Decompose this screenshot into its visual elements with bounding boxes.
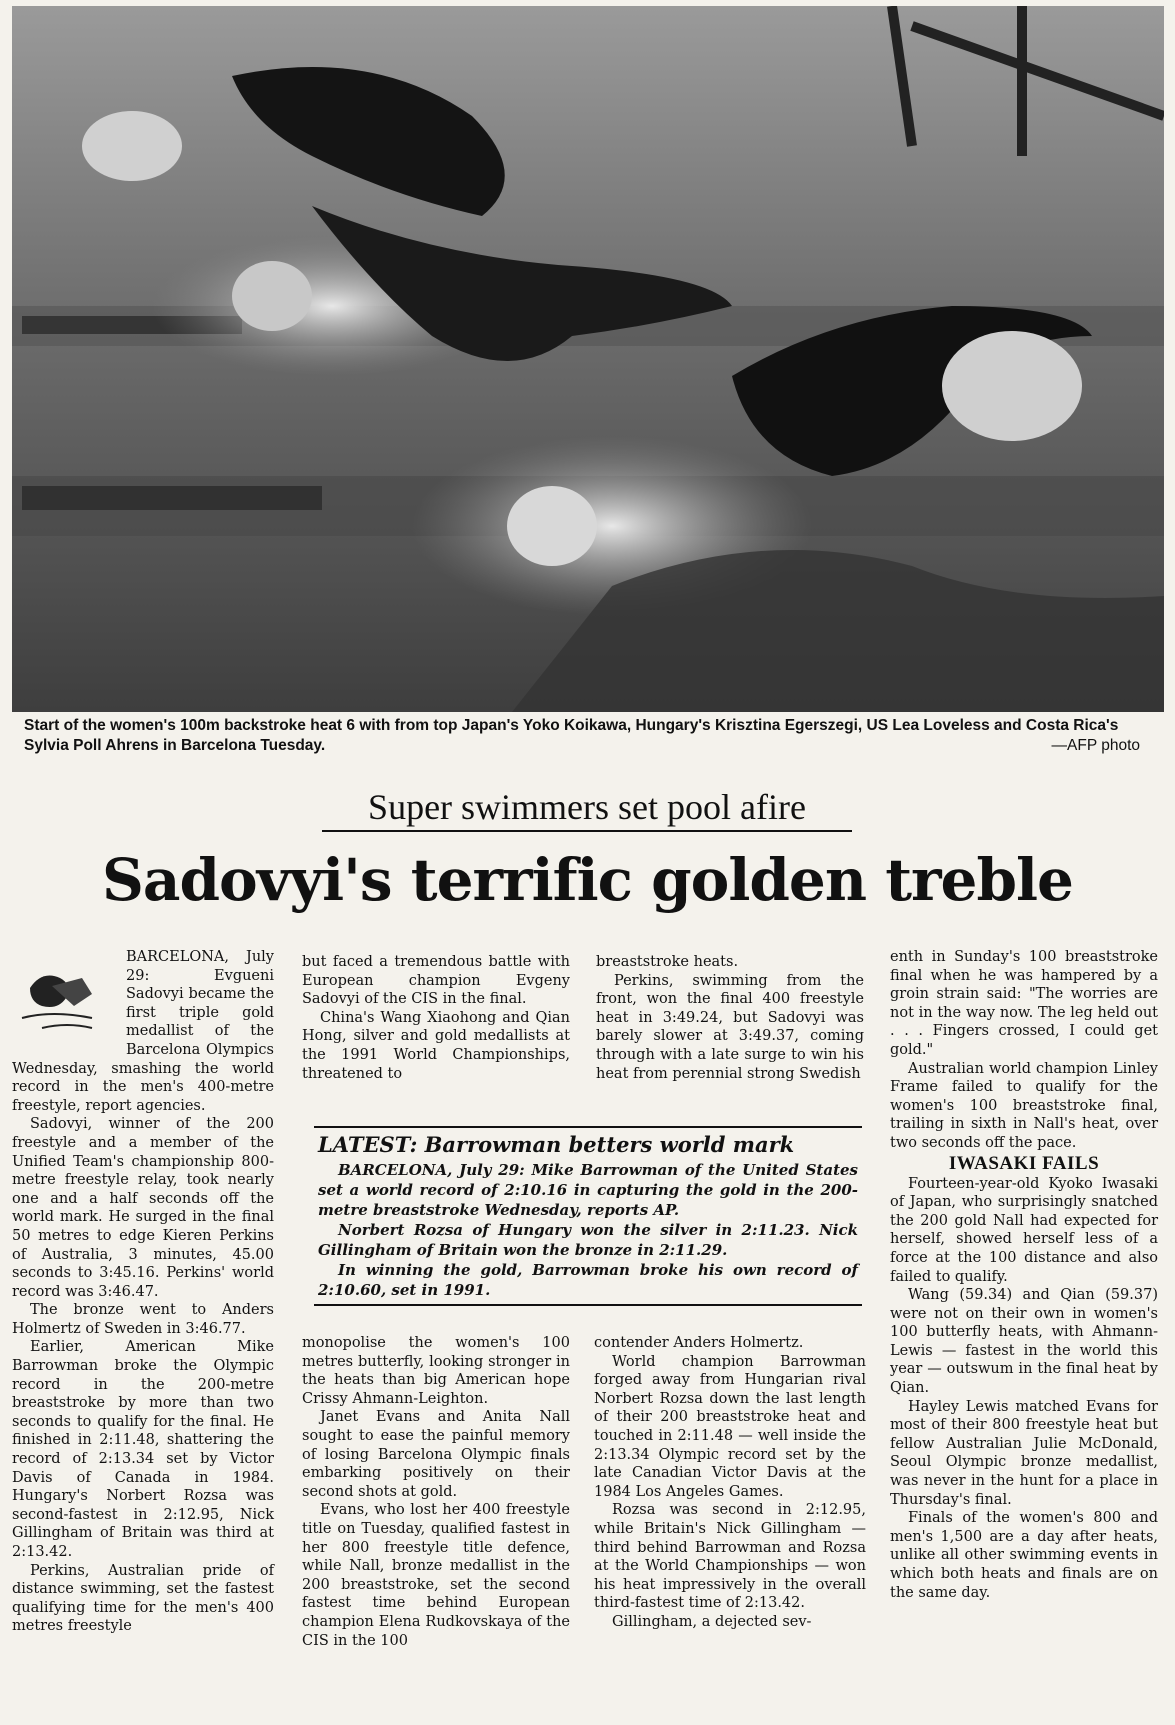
- paragraph: Evans, who lost her 400 freestyle title on Tuesday, qualified fastest in her 800 freestyle title defence, while Nall, bronze medallist in the 200 breaststroke, set the second fastest time behind European champion Elena Rudkovskaya of the CIS in the 100: [302, 1502, 570, 1649]
- paragraph: BARCELONA, July 29: Evgueni Sadovyi became the first triple gold medallist of the Barcelona Olympics Wednesday, smashing the world record in the men's 400-metre freestyle, report agencies.: [12, 949, 274, 1114]
- box-paragraph: In winning the gold, Barrowman broke his own record of 2:10.60, set in 1991.: [318, 1261, 858, 1299]
- paragraph: Rozsa was second in 2:12.95, while Britain's Nick Gillingham — third behind Barrowman and Rozsa at the World Championships — won his heat impressively in the overall third-fastest time of 2:13.42.: [594, 1502, 866, 1612]
- article-column-1: [12, 948, 274, 1636]
- kicker-headline: Super swimmers set pool afire: [322, 786, 852, 832]
- paragraph: contender Anders Holmertz.: [594, 1335, 804, 1351]
- article-column-4: [890, 948, 1158, 1602]
- paragraph: Fourteen-year-old Kyoko Iwasaki of Japan, who surprisingly snatched the 200 gold Nall had expected for herself, showed herself less of a force at the 100 distance and also failed to qualify.: [890, 1175, 1158, 1285]
- paragraph: monopolise the women's 100 metres butterfly, looking stronger in the heats than big American hope Crissy Ahmann-Leighton.: [302, 1335, 570, 1407]
- paragraph: The bronze went to Anders Holmertz of Sweden in 3:46.77.: [12, 1302, 274, 1337]
- paragraph: Janet Evans and Anita Nall sought to ease the painful memory of losing Barcelona Olympic finals embarking positively on their second shots at gold.: [302, 1409, 570, 1500]
- paragraph: but faced a tremendous battle with European champion Evgeny Sadovyi of the CIS in the final.: [302, 954, 570, 1008]
- paragraph: Sadovyi, winner of the 200 freestyle and a member of the Unified Team's championship 800-metre freestyle relay, took nearly one and a half seconds off the world mark. He surged in the final 50 metres to edge Kieren Perkins of Australia, 3 minutes, 45.00 seconds to 3:45.16. Perkins' world record was 3:46.47.: [12, 1116, 274, 1300]
- paragraph: Gillingham, a dejected sev-: [612, 1613, 812, 1630]
- box-paragraph: BARCELONA, July 29: Mike Barrowman of the United States set a world record of 2:10.16 in capturing the gold in the 200-metre breaststroke Wednesday, reports AP.: [318, 1161, 858, 1219]
- box-paragraph: Norbert Rozsa of Hungary won the silver in 2:11.23. Nick Gillingham of Britain won the bronze in 2:11.29.: [318, 1221, 858, 1259]
- paragraph: enth in Sunday's 100 breaststroke final when he was hampered by a groin strain said: "The worries are not in the way now. The leg held out . . . Fingers crossed, I could get gold.": [890, 949, 1158, 1058]
- main-headline: Sadovyi's terrific golden treble: [102, 846, 1073, 914]
- swimmer-logo-icon: [12, 948, 122, 1040]
- paragraph: Earlier, American Mike Barrowman broke the Olympic record in the 200-metre breaststroke by more than two seconds to qualify for the final. He finished in 2:11.48, shattering the record of 2:13.34 set by Victor Davis of Canada in 1984. Hungary's Norbert Rozsa was second-fastest in 2:12.95, Nick Gillingham of Britain was third at 2:13.42.: [12, 1339, 274, 1560]
- article-column-3-lower: [594, 1334, 866, 1632]
- paragraph: Finals of the women's 800 and men's 1,500 are a day after heats, unlike all other swimming events in which both heats and finals are on the same day.: [890, 1510, 1158, 1601]
- paragraph: World champion Barrowman forged away from Hungarian rival Norbert Rozsa down the last length of their 200 breaststroke heat and touched in 2:11.48 — well inside the 2:13.34 Olympic record set by the late Canadian Victor Davis at the 1984 Los Angeles Games.: [594, 1353, 866, 1500]
- photo-caption: [24, 716, 1140, 756]
- paragraph: Perkins, swimming from the front, won the final 400 freestyle heat in 3:49.24, but Sadovyi was barely slower at 3:49.37, coming through with a late surge to win his heat from perennial strong Swedish: [596, 972, 864, 1082]
- subheading: IWASAKI FAILS: [948, 1152, 1100, 1174]
- photo-credit: —AFP photo: [1051, 737, 1140, 754]
- swimmers-photo: [12, 6, 1164, 712]
- article-column-2: [302, 953, 570, 1083]
- latest-news-box: [314, 1126, 862, 1306]
- caption-text: Start of the women's 100m backstroke heat 6 with from top Japan's Yoko Koikawa, Hungary's Krisztina Egerszegi, US Lea Loveless and Costa Rica's Sylvia Poll Ahrens in Barcelona Tuesday.: [24, 717, 1119, 754]
- article-column-2-lower: [302, 1334, 570, 1650]
- paragraph: breaststroke heats.: [596, 954, 739, 970]
- article-column-3: [596, 953, 864, 1083]
- paragraph: China's Wang Xiaohong and Qian Hong, silver and gold medallists at the 1991 World Championships, threatened to: [302, 1009, 570, 1082]
- box-title: LATEST: Barrowman betters world mark: [318, 1132, 795, 1157]
- paragraph: Australian world champion Linley Frame failed to qualify for the women's 100 breaststroke final, trailing in sixth in Nall's heat, over two seconds off the pace.: [890, 1060, 1158, 1151]
- paragraph: Wang (59.34) and Qian (59.37) were not on their own in women's 100 butterfly heats, with Ahmann-Lewis — fastest in the world this year — outswum in the final heat by Qian.: [890, 1287, 1158, 1397]
- paragraph: Perkins, Australian pride of distance swimming, set the fastest qualifying time for the men's 400 metres freestyle: [12, 1562, 274, 1635]
- paragraph: Hayley Lewis matched Evans for most of their 800 freestyle heat but fellow Australian Julie McDonald, Seoul Olympic bronze medallist, was never in the hunt for a place in Thursday's final.: [890, 1398, 1158, 1508]
